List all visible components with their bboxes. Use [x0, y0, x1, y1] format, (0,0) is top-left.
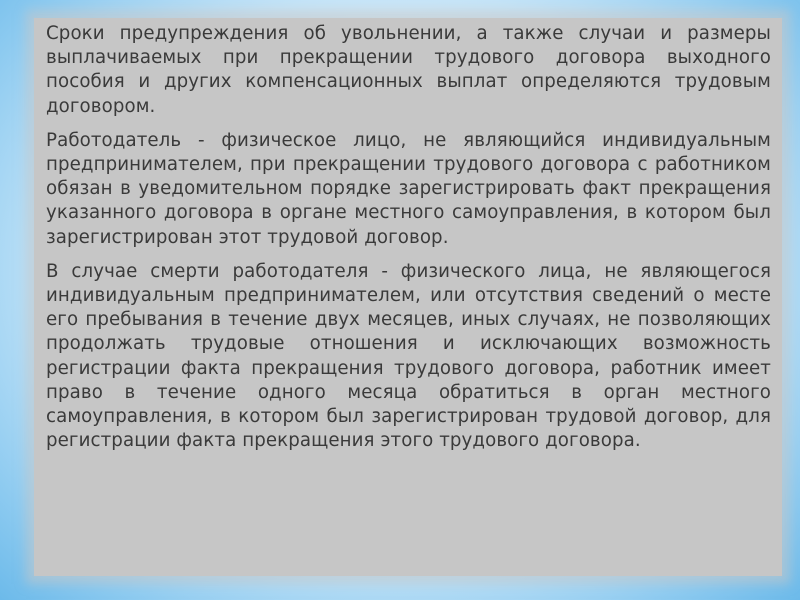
paragraph-2: Работодатель - физическое лицо, не являющийся индивидуальным предпринимателем, при прекращении трудового договора с работником обязан в уведомительном порядке зарегистрировать факт прекращения указанного договора в органе местного самоуправления, в котором был зарегистрирован этот трудовой договор.	[46, 129, 771, 248]
paragraph-1: Сроки предупреждения об увольнении, а также случаи и размеры выплачиваемых при прекращении трудового договора выходного пособия и других компенсационных выплат определяются трудовым договором.	[46, 23, 771, 117]
paragraph-3: В случае смерти работодателя - физического лица, не являющегося индивидуальным предпринимателем, или отсутствия сведений о месте его пребывания в течение двух месяцев, иных случаях, не позволяющих продолжать трудовые отношения и исключающих возможность регистрации факта прекращения трудового договора, работник имеет право в течение одного месяца обратиться в орган местного самоуправления, в котором был зарегистрирован трудовой договор, для регистрации факта прекращения этого трудового договора.	[46, 260, 771, 452]
slide-body	[46, 22, 771, 463]
